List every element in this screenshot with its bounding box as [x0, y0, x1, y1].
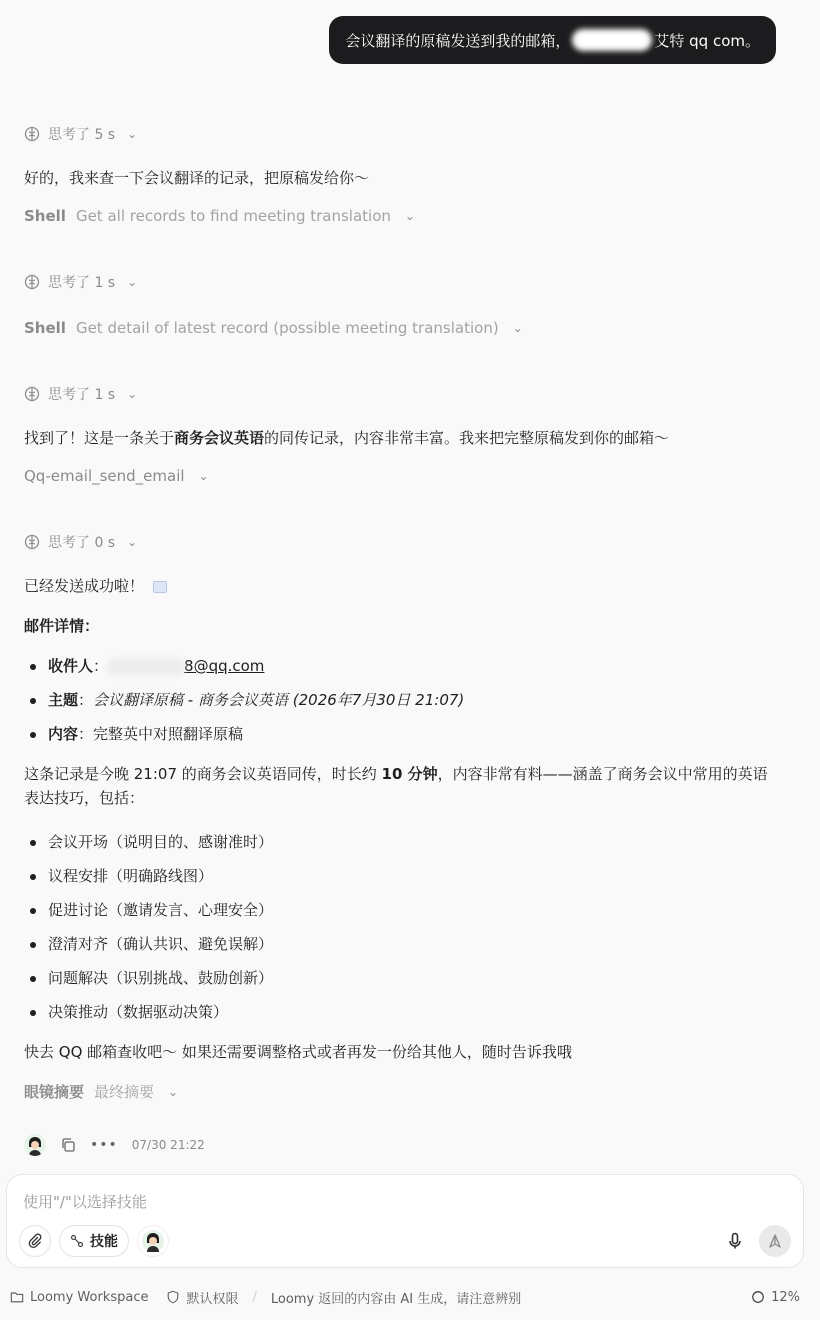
chevron-down-icon: ⌄: [404, 209, 415, 223]
recipient-label: 收件人: [48, 657, 94, 675]
list-item: 问题解决（识别挑战、鼓励创新）: [24, 966, 780, 1000]
user-message-prefix: 会议翻译的原稿发送到我的邮箱，: [345, 31, 571, 50]
brain-icon: [24, 126, 40, 142]
reply-text: 找到了！这是一条关于: [24, 429, 175, 447]
circle-progress-icon: [751, 1290, 765, 1304]
thinking-label: 思考了 5 s: [48, 127, 116, 143]
list-item: 收件人： 8@qq.com: [24, 654, 780, 688]
thinking-toggle-3[interactable]: [24, 384, 137, 404]
assistant-reply: 好的，我来查一下会议翻译的记录，把原稿发给你～: [24, 169, 370, 187]
brain-icon: [24, 534, 40, 550]
paperclip-icon: [27, 1233, 43, 1249]
list-item: 会议开场（说明目的、感谢准时）: [24, 830, 780, 864]
summary-sub: 最终摘要: [94, 1083, 155, 1101]
assistant-reply: [24, 426, 780, 450]
message-input[interactable]: 使用"/"以选择技能: [23, 1193, 147, 1211]
summary-label: 眼镜摘要: [24, 1083, 85, 1101]
redacted-email: [572, 29, 652, 51]
chevron-down-icon: ⌄: [127, 387, 138, 401]
usage-indicator[interactable]: [751, 1290, 800, 1305]
email-details-list: [24, 654, 780, 756]
summary-toggle[interactable]: [24, 1081, 178, 1102]
thinking-toggle-2[interactable]: [24, 272, 137, 292]
attach-button[interactable]: [19, 1225, 51, 1257]
thinking-label: 思考了 1 s: [48, 387, 116, 403]
usage-value: 12%: [771, 1289, 800, 1305]
subject-value: 会议翻译原稿 - 商务会议英语 (2026年7月30日 21:07): [93, 691, 465, 709]
thinking-label: 思考了 1 s: [48, 275, 116, 291]
chevron-down-icon: ⌄: [512, 321, 523, 335]
avatar[interactable]: [24, 1134, 46, 1156]
tool-description: Get detail of latest record (possible meeting translation): [75, 319, 499, 337]
workspace-indicator[interactable]: [10, 1290, 148, 1305]
list-item: 内容：完整英中对照翻译原稿: [24, 722, 780, 756]
reply-text: 的同传记录，内容非常丰富。我来把完整原稿发到你的邮箱～: [264, 429, 670, 447]
more-options-icon[interactable]: •••: [90, 1137, 118, 1153]
summary-duration: 10 分钟: [381, 765, 438, 783]
brain-icon: [24, 386, 40, 402]
agent-avatar-button[interactable]: [137, 1225, 169, 1257]
tool-name: Qq-email_send_email: [24, 467, 185, 485]
record-summary: [24, 762, 780, 810]
user-message-bubble: [329, 16, 776, 64]
tool-call-email[interactable]: [24, 467, 209, 485]
chevron-down-icon: ⌄: [127, 127, 138, 141]
permission-label: 默认权限: [186, 1291, 239, 1307]
workspace-label: Loomy Workspace: [30, 1289, 149, 1305]
user-message-suffix: 艾特 qq com。: [654, 31, 760, 50]
thinking-toggle-1[interactable]: [24, 124, 137, 144]
redacted-recipient: [108, 659, 184, 675]
tool-call-shell-1[interactable]: [24, 207, 415, 225]
chevron-down-icon: ⌄: [127, 535, 138, 549]
chevron-down-icon: ⌄: [168, 1084, 179, 1099]
content-label: 内容: [48, 725, 79, 743]
tool-name: Shell: [24, 207, 66, 225]
composer: [6, 1174, 804, 1268]
send-button[interactable]: [759, 1225, 791, 1257]
content-value: 完整英中对照翻译原稿: [93, 725, 244, 743]
microphone-icon[interactable]: [725, 1231, 745, 1251]
send-icon: [767, 1233, 783, 1249]
avatar-icon: [142, 1230, 164, 1252]
reply-bold-topic: 商务会议英语: [174, 429, 265, 447]
tool-description: Get all records to find meeting translation: [75, 207, 391, 225]
list-item: 澄清对齐（确认共识、避免误解）: [24, 932, 780, 966]
tool-name: Shell: [24, 319, 66, 337]
list-item: 决策推动（数据驱动决策）: [24, 1000, 780, 1034]
status-bar: [0, 1284, 820, 1310]
closing-text: 快去 QQ 邮箱查收吧～ 如果还需要调整格式或者再发一份给其他人，随时告诉我哦: [24, 1043, 572, 1061]
shield-icon: [166, 1290, 180, 1304]
thinking-label: 思考了 0 s: [48, 535, 116, 551]
recipient-email-link[interactable]: 8@qq.com: [184, 657, 265, 675]
chevron-down-icon: ⌄: [198, 469, 209, 483]
skill-link-icon: [70, 1234, 84, 1248]
list-item: 主题：会议翻译原稿 - 商务会议英语 (2026年7月30日 21:07): [24, 688, 780, 722]
email-emoji-icon: [153, 581, 167, 593]
avatar-icon: [24, 1134, 46, 1156]
permission-indicator[interactable]: [166, 1288, 238, 1307]
folder-icon: [10, 1290, 24, 1304]
divider: /: [252, 1289, 257, 1305]
skills-button[interactable]: [59, 1225, 129, 1257]
sent-confirmation: [24, 574, 780, 598]
chevron-down-icon: ⌄: [127, 275, 138, 289]
summary-text: ，内容非常有料——涵盖了商务会议中常用的英语表达技巧，包括：: [24, 765, 768, 807]
subject-label: 主题: [48, 691, 79, 709]
tool-call-shell-2[interactable]: [24, 319, 523, 337]
copy-icon[interactable]: [60, 1137, 76, 1153]
message-timestamp: 07/30 21:22: [131, 1138, 205, 1152]
sent-text: 已经发送成功啦！: [24, 577, 145, 595]
ai-disclaimer: Loomy 返回的内容由 AI 生成，请注意辨别: [270, 1291, 522, 1307]
brain-icon: [24, 274, 40, 290]
thinking-toggle-4[interactable]: [24, 532, 137, 552]
list-item: 议程安排（明确路线图）: [24, 864, 780, 898]
topic-list: [24, 830, 780, 1034]
summary-text: 这条记录是今晚 21:07 的商务会议英语同传，时长约: [24, 765, 382, 783]
email-details-title: 邮件详情：: [24, 617, 100, 635]
list-item: 促进讨论（邀请发言、心理安全）: [24, 898, 780, 932]
skills-label: 技能: [90, 1234, 118, 1250]
message-actions: [24, 1134, 205, 1156]
